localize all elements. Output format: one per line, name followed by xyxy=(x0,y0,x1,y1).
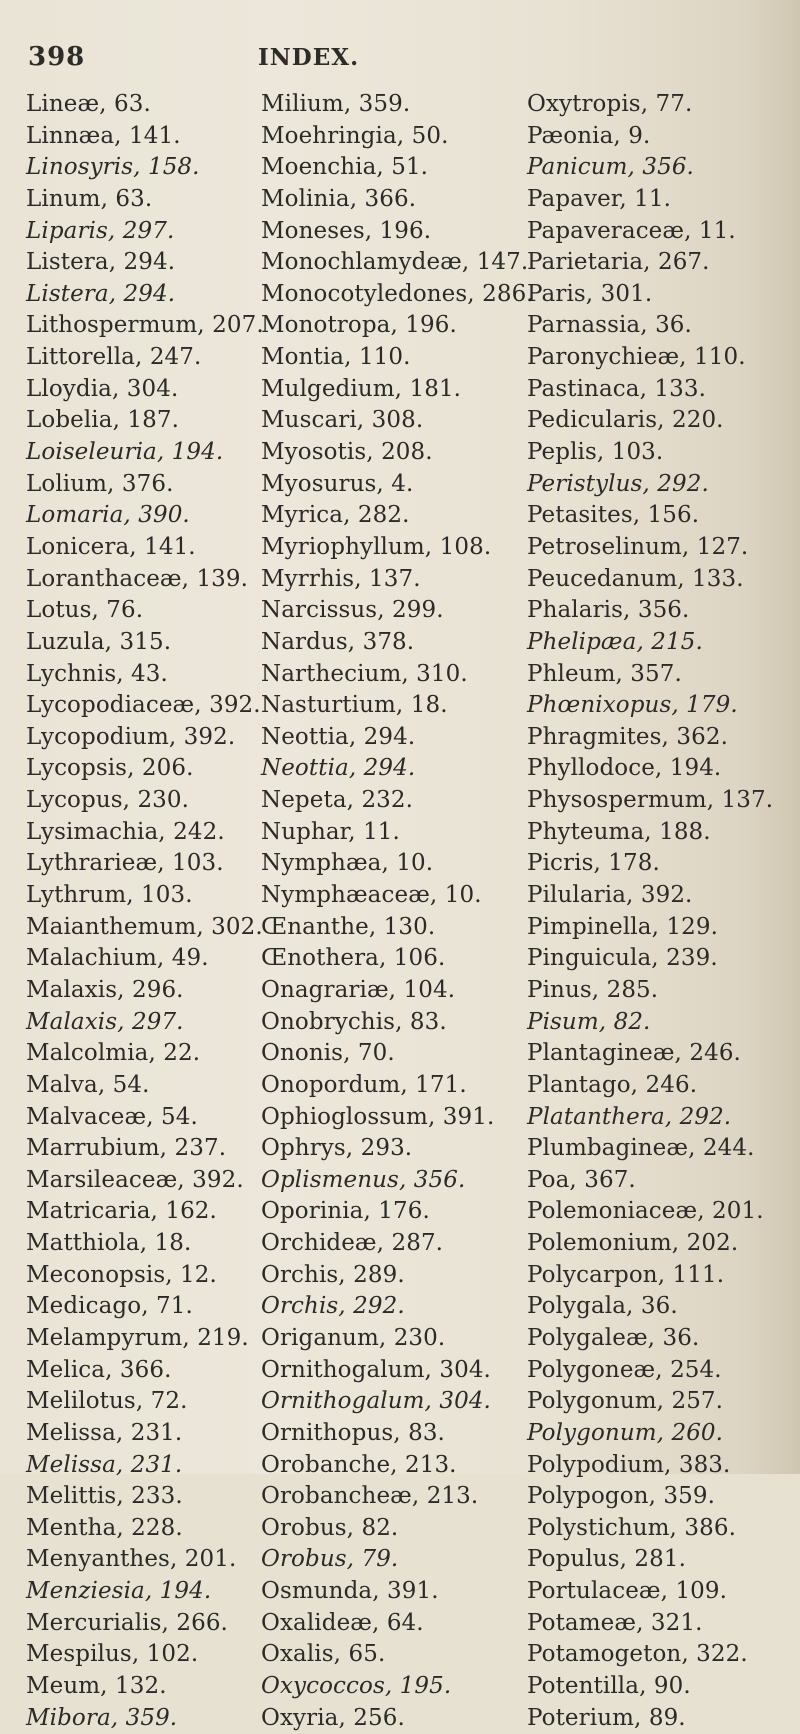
index-entry: Lysimachia, 242. xyxy=(26,818,225,845)
index-entry: Luzula, 315. xyxy=(26,628,172,655)
index-entry: Lomaria, 390. xyxy=(26,502,190,529)
index-entry: Ophioglossum, 391. xyxy=(261,1103,495,1130)
index-entry: Narcissus, 299. xyxy=(261,597,444,624)
index-entry: Milium, 359. xyxy=(261,91,411,117)
index-entry: Nymphæa, 10. xyxy=(261,850,434,877)
index-entry: Pastinaca, 133. xyxy=(527,375,707,402)
index-entry: Pilularia, 392. xyxy=(527,882,693,909)
index-entry: Ornithogalum, 304. xyxy=(261,1356,491,1383)
index-entry: Polygonum, 257. xyxy=(527,1388,724,1415)
index-entry: Polystichum, 386. xyxy=(527,1514,736,1541)
index-entry: Monocotyledones, 286. xyxy=(261,280,534,307)
index-entry: Monotropa, 196. xyxy=(261,312,457,339)
index-entry: Pimpinella, 129. xyxy=(527,913,719,940)
index-entry: Moenchia, 51. xyxy=(261,154,429,181)
index-entry: Orobanche, 213. xyxy=(261,1451,457,1478)
page-number: 398 xyxy=(28,42,86,72)
index-entry: Polypodium, 383. xyxy=(527,1451,731,1478)
index-entry: Malaxis, 296. xyxy=(26,976,184,1003)
index-entry: Nasturtium, 18. xyxy=(261,692,448,719)
index-entry: Paronychieæ, 110. xyxy=(527,344,746,371)
index-entry: Oporinia, 176. xyxy=(261,1198,430,1225)
index-entry: Menziesia, 194. xyxy=(26,1578,212,1605)
index-entry: Lycopodiaceæ, 392. xyxy=(26,692,261,719)
index-entry: Orobus, 79. xyxy=(261,1546,399,1573)
index-entry: Potamogeton, 322. xyxy=(527,1641,748,1668)
index-entry: Œnothera, 106. xyxy=(261,945,446,972)
index-entry: Phœnixopus, 179. xyxy=(527,692,738,719)
index-entry: Ornithogalum, 304. xyxy=(261,1388,491,1415)
index-entry: Neottia, 294. xyxy=(261,755,416,782)
index-entry: Mulgedium, 181. xyxy=(261,375,462,402)
index-entry: Phragmites, 362. xyxy=(527,723,728,750)
index-entry: Lythrarieæ, 103. xyxy=(26,850,224,877)
index-entry: Matthiola, 18. xyxy=(26,1230,192,1257)
index-entry: Orchis, 292. xyxy=(261,1293,405,1320)
index-entry: Orobancheæ, 213. xyxy=(261,1483,479,1510)
index-entry: Ornithopus, 83. xyxy=(261,1419,445,1446)
index-entry: Myosotis, 208. xyxy=(261,439,433,466)
index-entry: Poa, 367. xyxy=(527,1166,636,1193)
index-entry: Onagrariæ, 104. xyxy=(261,976,456,1003)
index-entry: Lycopus, 230. xyxy=(26,787,190,814)
index-entry: Ononis, 70. xyxy=(261,1040,395,1067)
index-entry: Oxalideæ, 64. xyxy=(261,1609,424,1636)
index-entry: Oxalis, 65. xyxy=(261,1641,386,1668)
index-entry: Moneses, 196. xyxy=(261,217,432,244)
index-entry: Peristylus, 292. xyxy=(527,470,709,497)
index-entry: Myrrhis, 137. xyxy=(261,565,421,592)
index-entry: Onobrychis, 83. xyxy=(261,1008,447,1035)
index-entry: Petasites, 156. xyxy=(527,502,700,529)
index-entry: Phelipæa, 215. xyxy=(527,628,703,655)
index-entry: Orchideæ, 287. xyxy=(261,1230,444,1257)
index-entry: Parietaria, 267. xyxy=(527,249,710,276)
index-entry: Polemonium, 202. xyxy=(527,1230,739,1257)
index-entry: Populus, 281. xyxy=(527,1546,687,1573)
index-entry: Muscari, 308. xyxy=(261,407,424,434)
index-entry: Polygoneæ, 254. xyxy=(527,1356,722,1383)
index-entry: Linum, 63. xyxy=(26,185,153,212)
index-entry: Lycopsis, 206. xyxy=(26,755,194,782)
index-entry: Lonicera, 141. xyxy=(26,533,196,560)
index-entry: Neottia, 294. xyxy=(261,723,416,750)
index-entry: Moehringia, 50. xyxy=(261,122,449,149)
index-entry: Marrubium, 237. xyxy=(26,1135,227,1162)
index-entry: Parnassia, 36. xyxy=(527,312,692,339)
index-entry: Physospermum, 137. xyxy=(527,787,774,814)
index-entry: Lycopodium, 392. xyxy=(26,723,236,750)
index-entry: Melittis, 233. xyxy=(26,1483,183,1510)
index-entry: Melissa, 231. xyxy=(26,1451,183,1478)
index-entry: Mespilus, 102. xyxy=(26,1641,199,1668)
index-entry: Portulaceæ, 109. xyxy=(527,1578,728,1605)
index-entry: Narthecium, 310. xyxy=(261,660,468,687)
index-entry: Menyanthes, 201. xyxy=(26,1546,237,1573)
index-entry: Marsileaceæ, 392. xyxy=(26,1166,244,1193)
index-entry: Potameæ, 321. xyxy=(527,1609,703,1636)
index-entry: Medicago, 71. xyxy=(26,1293,193,1320)
index-entry: Molinia, 366. xyxy=(261,185,417,212)
index-entry: Ophrys, 293. xyxy=(261,1135,413,1162)
index-entry: Lloydia, 304. xyxy=(26,375,179,402)
index-entry: Oplismenus, 356. xyxy=(261,1166,466,1193)
index-entry: Panicum, 356. xyxy=(527,154,694,181)
index-entry: Malva, 54. xyxy=(26,1071,150,1098)
index-entry: Lotus, 76. xyxy=(26,597,144,624)
index-entry: Matricaria, 162. xyxy=(26,1198,217,1225)
index-entry: Melissa, 231. xyxy=(26,1419,183,1446)
index-entry: Maianthemum, 302. xyxy=(26,913,263,940)
index-entry: Nardus, 378. xyxy=(261,628,415,655)
index-entry: Phyteuma, 188. xyxy=(527,818,711,845)
index-entry: Mercurialis, 266. xyxy=(26,1609,228,1636)
index-entry: Melilotus, 72. xyxy=(26,1388,188,1415)
index-entry: Meconopsis, 12. xyxy=(26,1261,217,1288)
index-entry: Pinus, 285. xyxy=(527,976,659,1003)
index-entry: Plumbagineæ, 244. xyxy=(527,1135,755,1162)
index-entry: Lobelia, 187. xyxy=(26,407,180,434)
index-entry: Petroselinum, 127. xyxy=(527,533,749,560)
index-entry: Nepeta, 232. xyxy=(261,787,414,814)
index-entry: Peplis, 103. xyxy=(527,439,664,466)
index-entry: Mentha, 228. xyxy=(26,1514,183,1541)
index-entry: Phyllodoce, 194. xyxy=(527,755,722,782)
index-entry: Polygaleæ, 36. xyxy=(527,1324,700,1351)
index-entry: Pisum, 82. xyxy=(527,1008,651,1035)
index-entry: Osmunda, 391. xyxy=(261,1578,439,1605)
index-entry: Oxyria, 256. xyxy=(261,1704,405,1731)
index-entry: Melica, 366. xyxy=(26,1356,172,1383)
index-entry: Myosurus, 4. xyxy=(261,470,414,497)
index-entry: Lineæ, 63. xyxy=(26,91,151,117)
index-entry: Nuphar, 11. xyxy=(261,818,400,845)
index-entry: Polypogon, 359. xyxy=(527,1483,716,1510)
index-entry: Papaveraceæ, 11. xyxy=(527,217,736,244)
index-entry: Poterium, 89. xyxy=(527,1704,686,1731)
index-entry: Lithospermum, 207. xyxy=(26,312,264,339)
index-entry: Polygonum, 260. xyxy=(527,1419,724,1446)
index-column-3 xyxy=(527,89,773,1734)
index-entry: Malachium, 49. xyxy=(26,945,209,972)
index-entry: Œnanthe, 130. xyxy=(261,913,436,940)
index-entry: Nymphæaceæ, 10. xyxy=(261,882,482,909)
index-entry: Polygala, 36. xyxy=(527,1293,678,1320)
index-column-1 xyxy=(26,89,264,1734)
index-entry: Myrica, 282. xyxy=(261,502,410,529)
index-entry: Loiseleuria, 194. xyxy=(26,439,224,466)
index-entry: Oxycoccos, 195. xyxy=(261,1673,452,1700)
index-entry: Pinguicula, 239. xyxy=(527,945,718,972)
index-entry: Phleum, 357. xyxy=(527,660,682,687)
index-entry: Plantagineæ, 246. xyxy=(527,1040,741,1067)
index-entry: Littorella, 247. xyxy=(26,344,202,371)
running-head: INDEX. xyxy=(258,44,360,71)
index-entry: Orchis, 289. xyxy=(261,1261,405,1288)
index-entry: Liparis, 297. xyxy=(26,217,175,244)
index-entry: Linnæa, 141. xyxy=(26,122,181,149)
index-entry: Myriophyllum, 108. xyxy=(261,533,492,560)
index-entry: Origanum, 230. xyxy=(261,1324,446,1351)
index-entry: Pæonia, 9. xyxy=(527,122,651,149)
index-entry: Lythrum, 103. xyxy=(26,882,193,909)
index-entry: Monochlamydeæ, 147. xyxy=(261,249,529,276)
index-entry: Linosyris, 158. xyxy=(26,154,200,181)
index-entry: Polycarpon, 111. xyxy=(527,1261,725,1288)
index-entry: Plantago, 246. xyxy=(527,1071,698,1098)
index-entry: Picris, 178. xyxy=(527,850,660,877)
index-entry: Platanthera, 292. xyxy=(527,1103,732,1130)
index-entry: Meum, 132. xyxy=(26,1673,167,1700)
index-entry: Potentilla, 90. xyxy=(527,1673,691,1700)
index-entry: Oxytropis, 77. xyxy=(527,91,693,117)
index-column-2 xyxy=(261,89,534,1734)
index-entry: Phalaris, 356. xyxy=(527,597,690,624)
index-entry: Listera, 294. xyxy=(26,280,176,307)
index-entry: Orobus, 82. xyxy=(261,1514,399,1541)
index-entry: Malvaceæ, 54. xyxy=(26,1103,198,1130)
index-entry: Melampyrum, 219. xyxy=(26,1324,249,1351)
index-entry: Paris, 301. xyxy=(527,280,653,307)
index-entry: Polemoniaceæ, 201. xyxy=(527,1198,764,1225)
index-entry: Malcolmia, 22. xyxy=(26,1040,201,1067)
index-entry: Loranthaceæ, 139. xyxy=(26,565,249,592)
index-entry: Papaver, 11. xyxy=(527,185,672,212)
index-entry: Onopordum, 171. xyxy=(261,1071,467,1098)
index-entry: Peucedanum, 133. xyxy=(527,565,744,592)
index-entry: Listera, 294. xyxy=(26,249,176,276)
index-entry: Pedicularis, 220. xyxy=(527,407,724,434)
index-entry: Montia, 110. xyxy=(261,344,411,371)
index-entry: Malaxis, 297. xyxy=(26,1008,184,1035)
index-entry: Mibora, 359. xyxy=(26,1704,178,1731)
index-entry: Lolium, 376. xyxy=(26,470,174,497)
index-entry: Lychnis, 43. xyxy=(26,660,168,687)
